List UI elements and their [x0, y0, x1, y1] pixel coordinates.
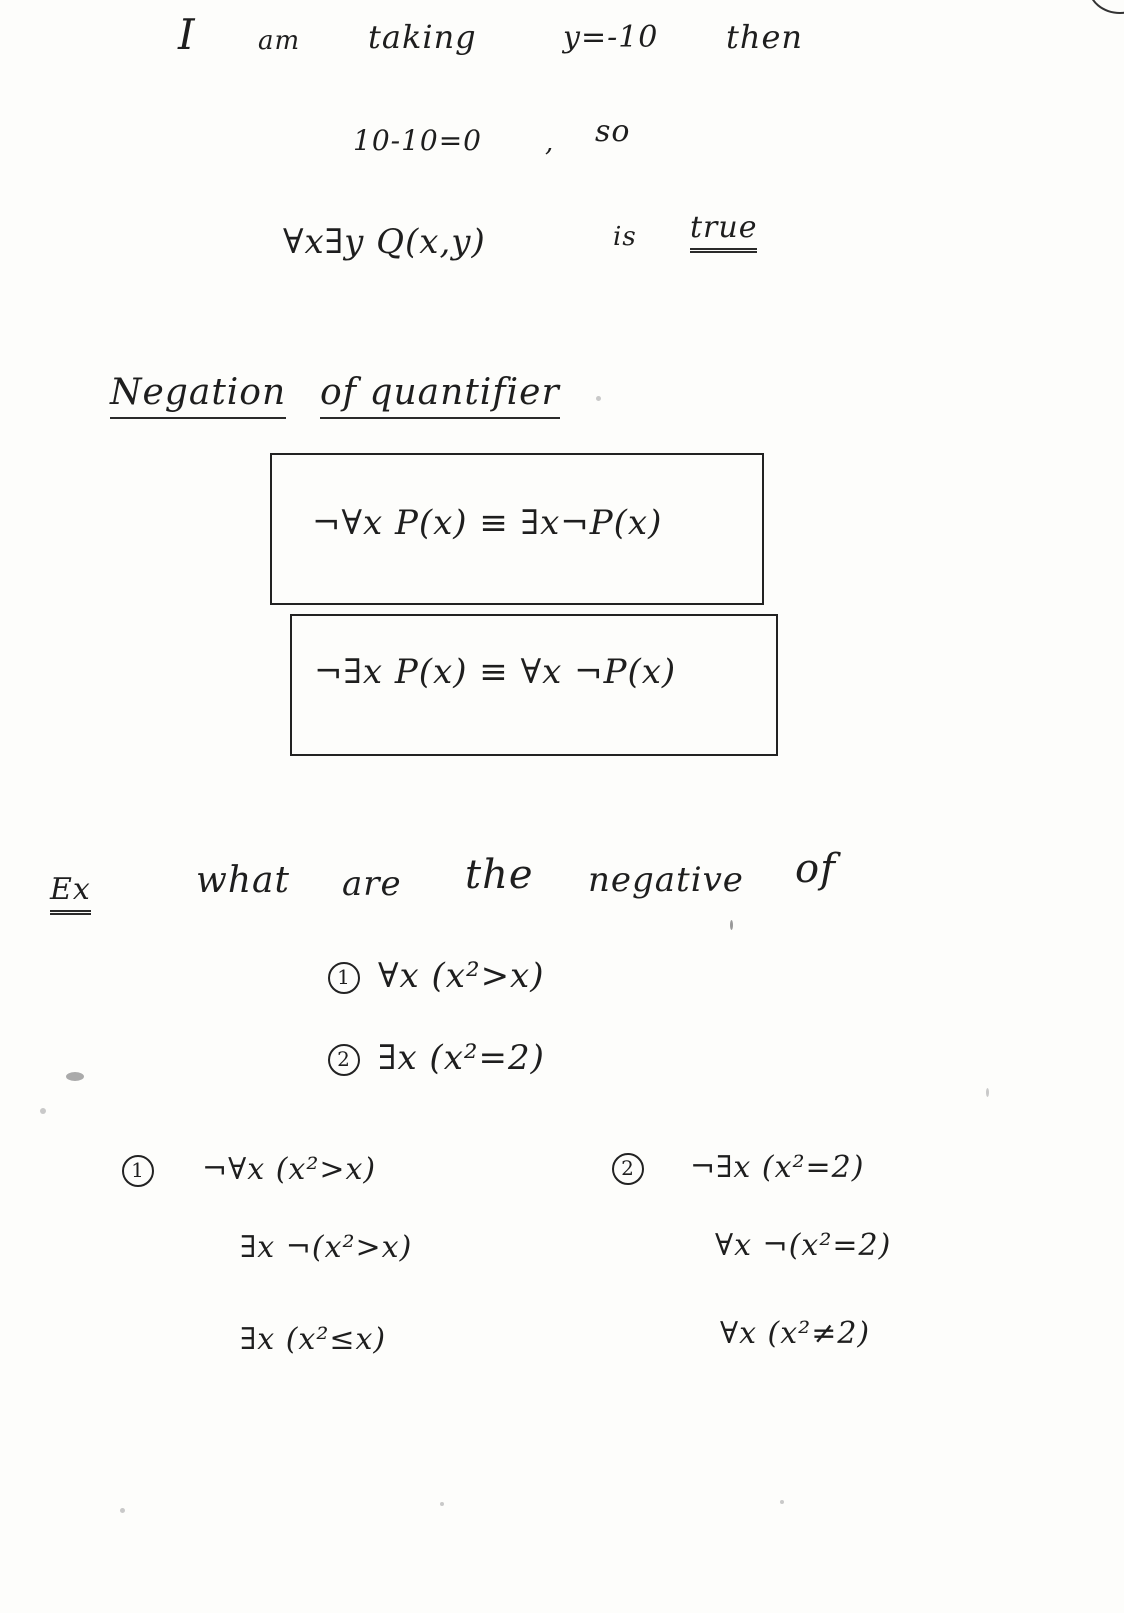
example-label: Ex	[50, 872, 91, 915]
item-number-2: 2	[328, 1044, 360, 1076]
question-word-the: the	[465, 852, 534, 898]
intro-separator: ,	[545, 128, 555, 158]
solution-1-step-1-expr: ¬∀x (x²>x)	[202, 1152, 377, 1187]
negation-rule-box-1	[270, 453, 764, 605]
quantified-statement: ∀x∃y Q(x,y)	[283, 222, 486, 262]
solution-2-step-2: ∀x ¬(x²=2)	[715, 1228, 892, 1263]
solution-1-step-1	[122, 1152, 376, 1187]
question-word-negative: negative	[588, 860, 744, 900]
intro-word-is: is	[613, 222, 637, 252]
intro-word-then: then	[726, 18, 804, 56]
example-item-2	[328, 1038, 545, 1078]
intro-word-am: am	[258, 26, 301, 56]
scan-speck	[66, 1072, 84, 1081]
solution-2-step-1	[612, 1150, 864, 1185]
solution-1-step-3: ∃x (x²≤x)	[240, 1322, 387, 1357]
solution-number-2: 2	[612, 1153, 644, 1185]
scan-speck	[780, 1500, 784, 1504]
question-word-what: what	[196, 860, 290, 901]
negation-rule-forall: ¬∀x P(x) ≡ ∃x¬P(x)	[312, 503, 663, 543]
example-item-1	[328, 956, 545, 996]
negation-rule-box-2	[290, 614, 778, 756]
solution-1-step-2: ∃x ¬(x²>x)	[240, 1230, 413, 1265]
solution-2-step-1-expr: ¬∃x (x²=2)	[690, 1150, 865, 1185]
intro-y-value: y=-10	[563, 20, 659, 55]
item-number-1: 1	[328, 962, 360, 994]
page-corner-mark	[1088, 0, 1124, 14]
section-title-negation: Negation	[110, 372, 286, 419]
truth-value: true	[690, 210, 757, 253]
scan-speck	[120, 1508, 125, 1513]
scan-speck	[986, 1088, 989, 1097]
scan-speck	[40, 1108, 46, 1114]
question-word-are: are	[342, 864, 402, 904]
solution-number-1: 1	[122, 1155, 154, 1187]
solution-2-step-3: ∀x (x²≠2)	[720, 1316, 871, 1351]
negation-rule-exists: ¬∃x P(x) ≡ ∀x ¬P(x)	[314, 652, 677, 692]
section-title-of-quantifier: of quantifier	[320, 372, 560, 419]
question-word-of: of	[795, 846, 836, 892]
intro-word-taking: taking	[368, 18, 477, 56]
intro-word-so: so	[595, 114, 631, 149]
scan-speck	[730, 920, 733, 930]
scan-speck	[596, 396, 601, 401]
scan-speck	[440, 1502, 444, 1506]
example-item-2-expr: ∃x (x²=2)	[378, 1038, 545, 1078]
intro-calculation: 10-10=0	[353, 124, 482, 157]
intro-word-i: I	[178, 10, 196, 59]
example-item-1-expr: ∀x (x²>x)	[378, 956, 545, 996]
